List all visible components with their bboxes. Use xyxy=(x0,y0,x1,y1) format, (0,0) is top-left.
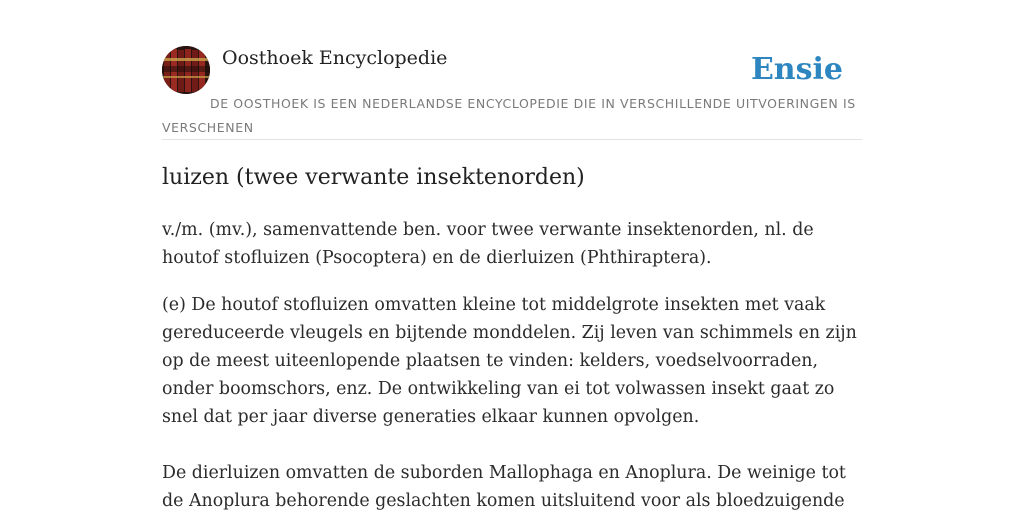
site-name[interactable]: Oosthoek Encyclopedie xyxy=(222,47,448,69)
article-paragraph: De dierluizen omvatten de suborden Mallophaga en Anoplura. De weinige tot de Anoplura behorende geslachten komen uitsluitend voor als bloedzuigende xyxy=(162,463,846,511)
article-title: luizen (twee verwante insektenorden) xyxy=(162,165,585,190)
site-header xyxy=(162,46,862,140)
article xyxy=(162,162,866,511)
site-tagline: DE OOSTHOEK IS EEN NEDERLANDSE ENCYCLOPEDIE DIE IN VERSCHILLENDE UITVOERINGEN IS VERSCHENEN xyxy=(162,96,856,135)
encyclopedia-books-icon[interactable] xyxy=(162,46,210,94)
brand-logo[interactable]: Ensie xyxy=(750,52,843,87)
article-paragraph: v./m. (mv.), samenvattende ben. voor twee verwante insektenorden, nl. de houtof stofluizen (Psocoptera) en de dierluizen (Phthiraptera). xyxy=(162,220,814,268)
article-paragraph: (e) De houtof stofluizen omvatten kleine tot middelgrote insekten met vaak gereduceerde vleugels en bijtende monddelen. Zij leven van schimmels en zijn op de meest uiteenlopende plaatsen te vinden: kelders, voedselvoorraden, onder boomschors, enz. De ontwikkeling van ei tot volwassen insekt gaat zo snel dat per jaar diverse generaties elkaar kunnen opvolgen. xyxy=(162,295,857,427)
